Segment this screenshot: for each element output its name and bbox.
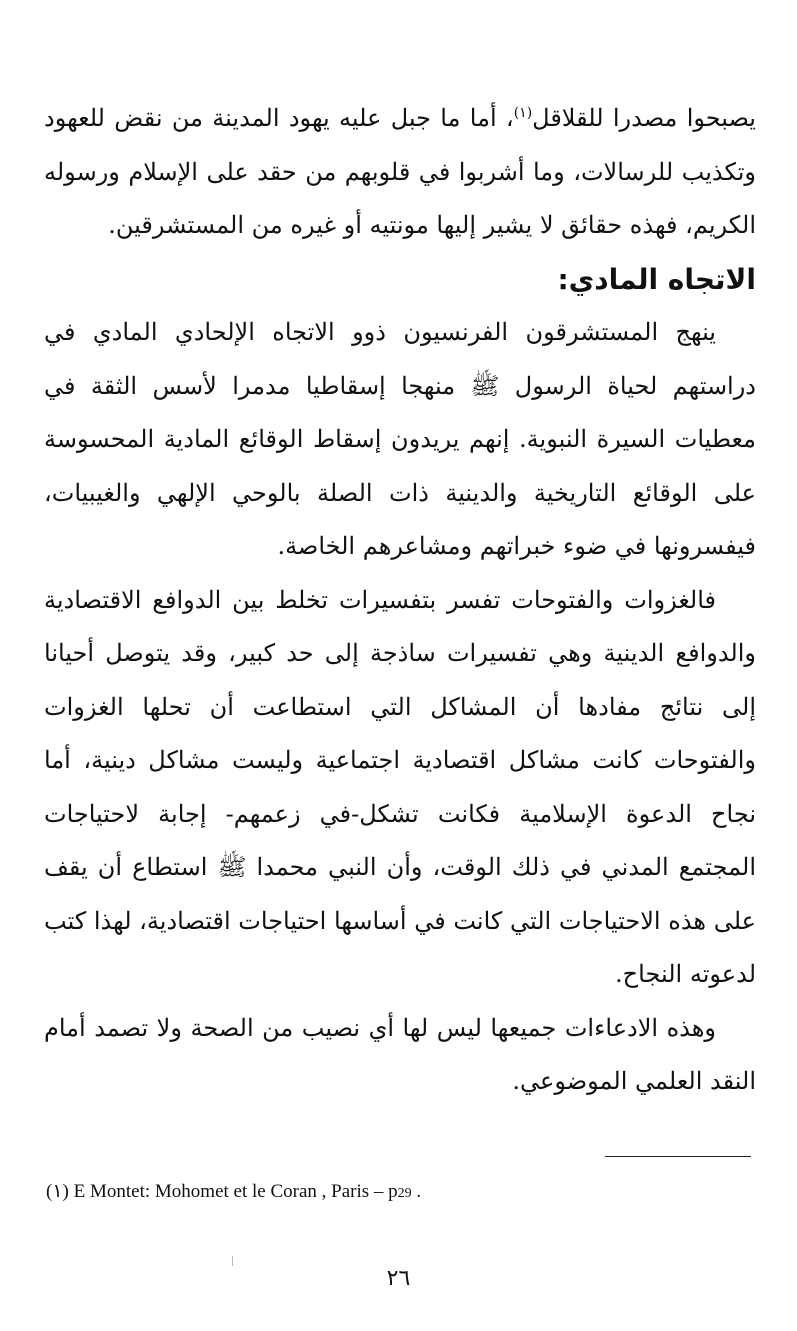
scan-mark	[232, 1256, 233, 1266]
paragraph-2: ينهج المستشرقون الفرنسيون ذوو الاتجاه الإلحادي المادي في دراستهم لحياة الرسول ﷺ منهجا إسقاطيا مدمرا لأسس الثقة في معطيات السيرة النبوية. إنهم يريدون إسقاط الوقائع المادية المحسوسة على الوقائع التاريخية والدينية ذات الصلة بالوحي الإلهي والغيبيات، فيفسرونها في ضوء خبراتهم ومشاعرهم الخاصة.	[44, 318, 756, 560]
paragraph-1-start: يصبحوا مصدرا للقلاقل	[532, 104, 756, 132]
footnote-trail: .	[411, 1181, 422, 1202]
section-heading: الاتجاه المادي:	[557, 262, 756, 296]
paragraph-3: فالغزوات والفتوحات تفسر بتفسيرات تخلط بين الدوافع الاقتصادية والدوافع الدينية وهي تفسيرات ساذجة إلى حد كبير، وقد يتوصل أحيانا إلى نتائج مفادها أن المشاكل التي استطاعت أن تحلها الغزوات والفتوحات كانت مشاكل اقتصادية اجتماعية وليست مشاكل دينية، أما نجاح الدعوة الإسلامية فكانت تشكل-في زعمهم- إجابة لاحتياجات المجتمع المدني في ذلك الوقت، وأن النبي محمدا ﷺ استطاع أن يقف على هذه الاحتياجات التي كانت في أساسها احتياجات اقتصادية، لهذا كتب لدعوته النجاح.	[44, 585, 756, 988]
footnote-text: (١) E Montet: Mohomet et le Coran , Paris – p	[46, 1181, 398, 1202]
paragraph-4: وهذه الادعاءات جميعها ليس لها أي نصيب من الصحة ولا تصمد أمام النقد العلمي الموضوعي.	[44, 1013, 756, 1095]
main-text	[44, 92, 756, 1109]
page-number: ٢٦	[386, 1266, 411, 1291]
footnote	[46, 1180, 421, 1206]
paragraph-1-end: ، أما ما جبل عليه يهود المدينة من نقض للعهود وتكذيب للرسالات، وما أشربوا في قلوبهم من حقد على الإسلام ورسوله الكريم، فهذه حقائق لا يشير إليها مونتيه أو غيره من المستشرقين.	[44, 104, 756, 239]
footnote-page: 29	[397, 1186, 412, 1201]
footnote-divider	[605, 1156, 751, 1157]
footnote-reference: (١)	[513, 105, 533, 121]
paragraph-1	[44, 92, 756, 253]
